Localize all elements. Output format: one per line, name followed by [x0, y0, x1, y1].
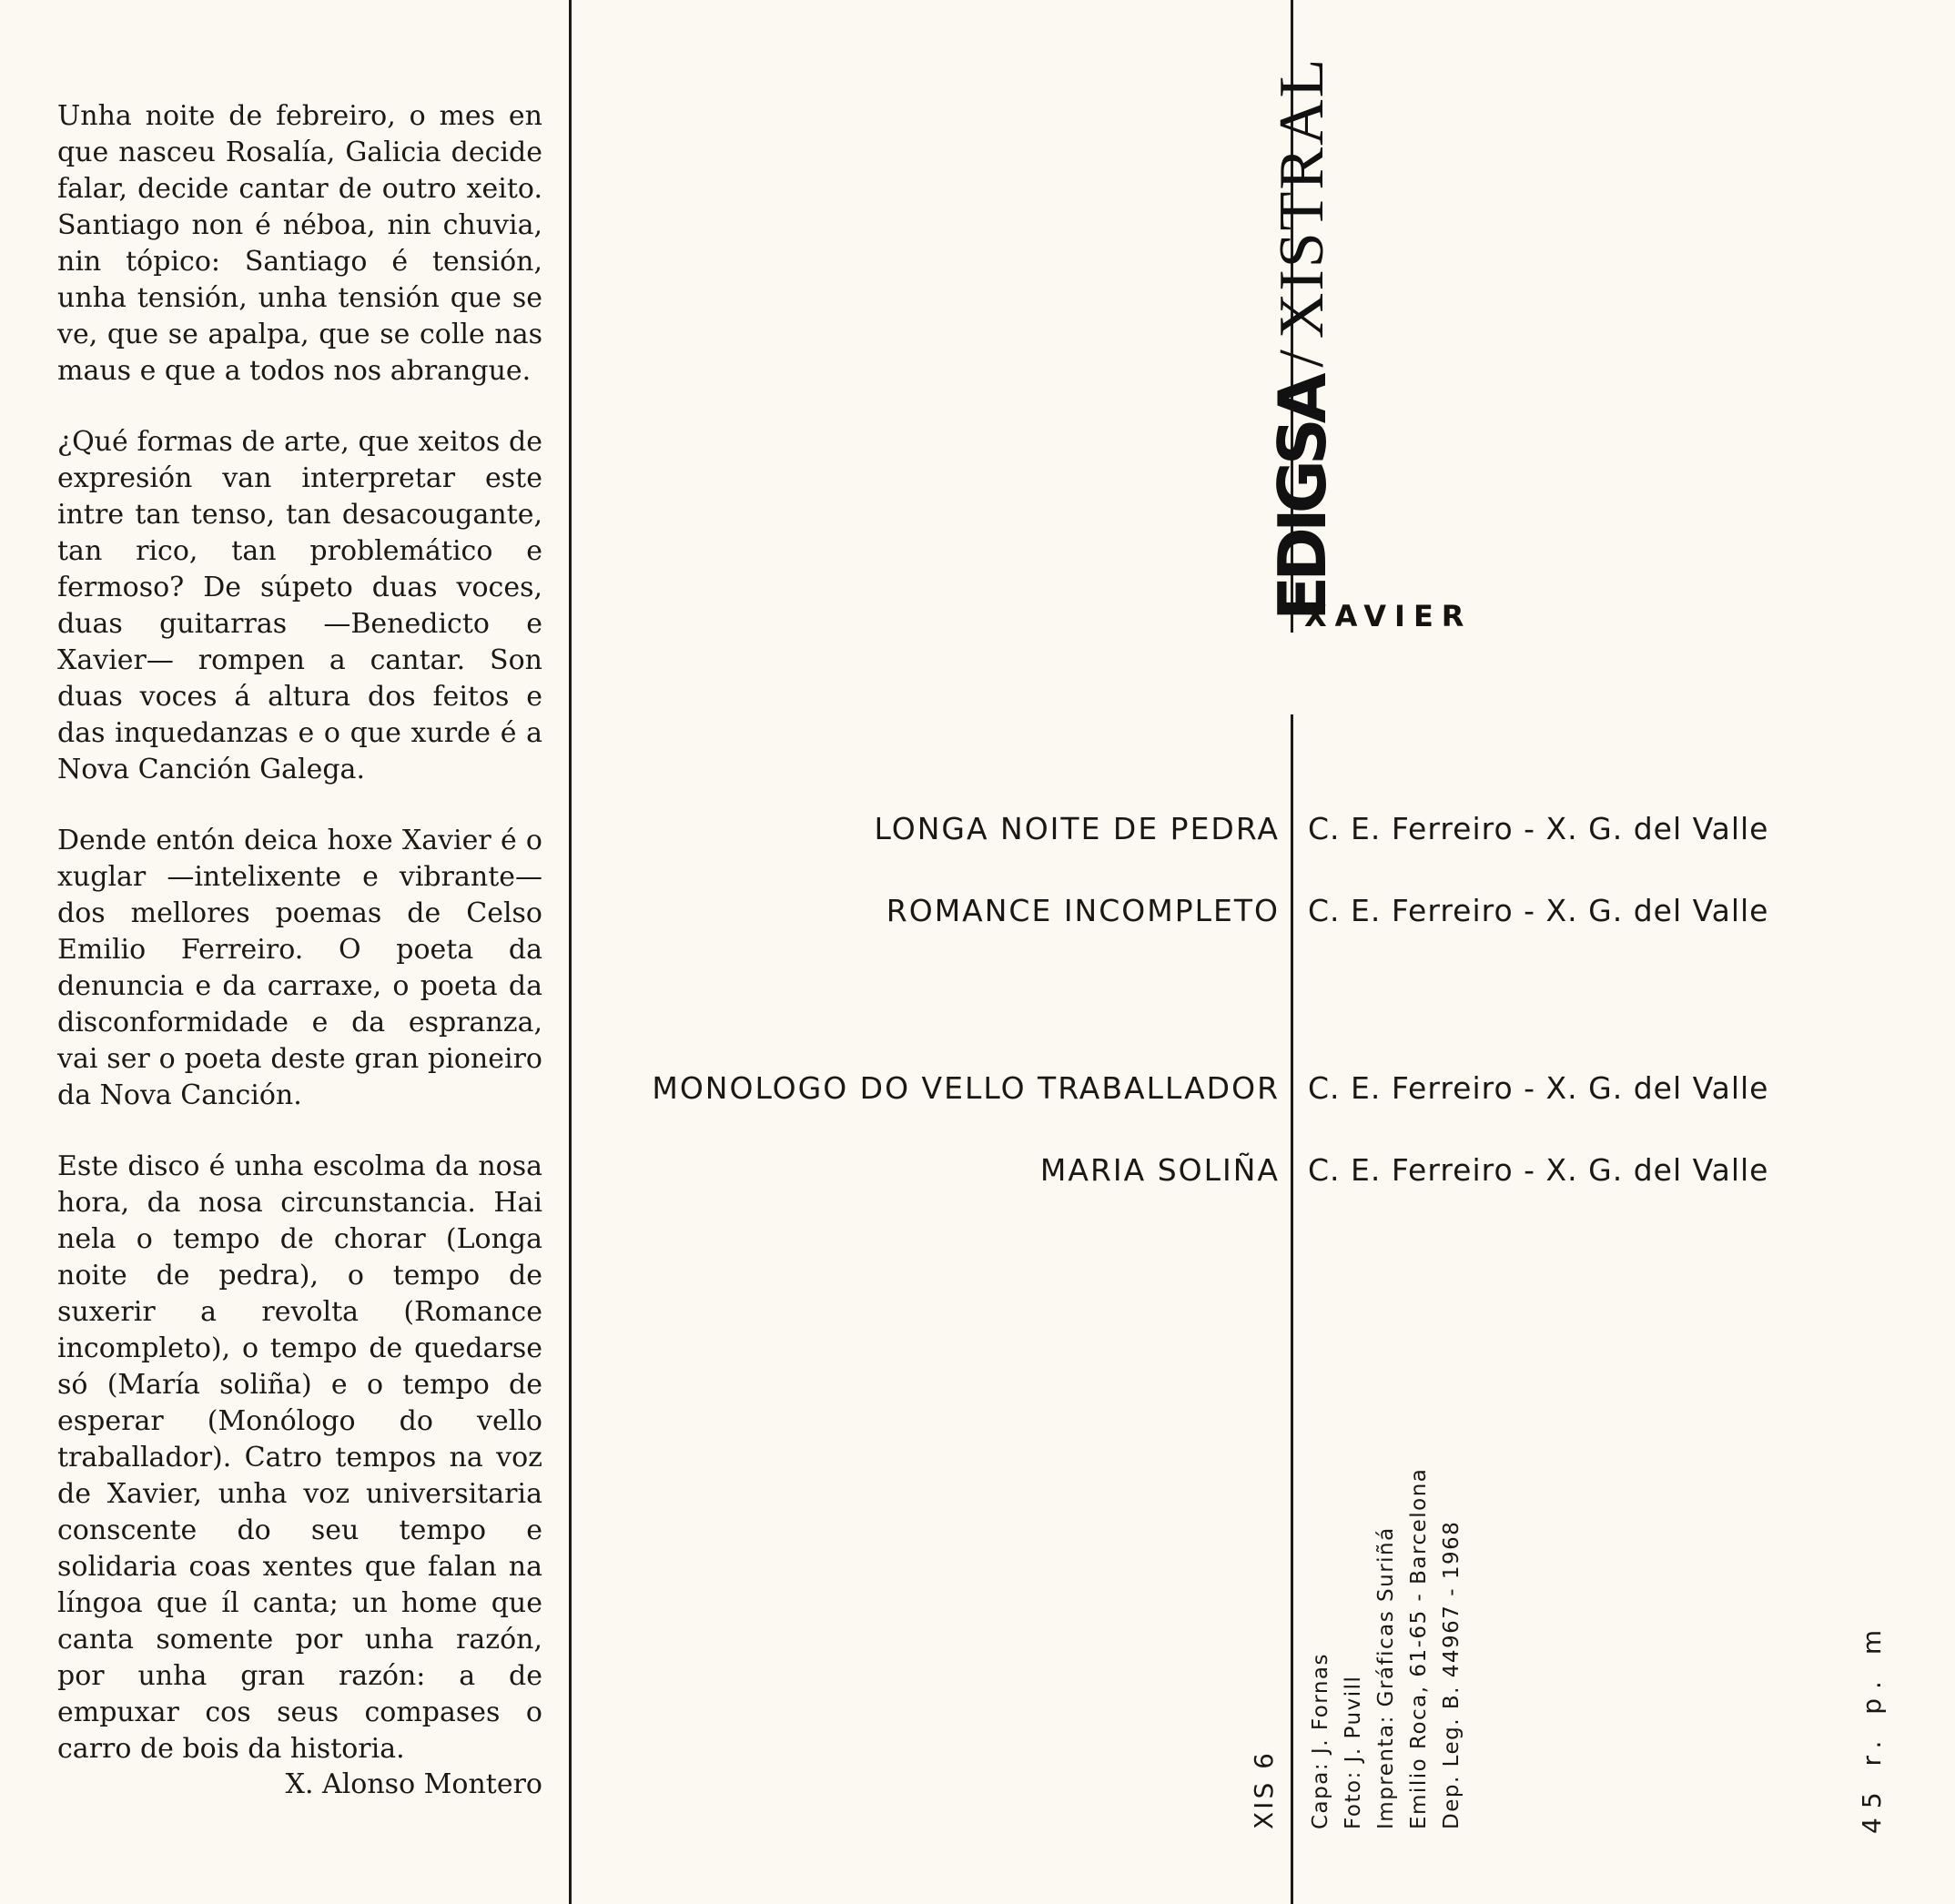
column-divider-left [569, 0, 572, 1904]
credit-line: Foto: J. Puvill [1342, 1675, 1365, 1829]
label-logo [1263, 56, 1341, 621]
credit-line: Emilio Roca, 61-65 - Barcelona [1407, 1467, 1431, 1829]
track-title: ROMANCE INCOMPLETO [886, 893, 1280, 928]
liner-notes-paragraph-4: Este disco é unha escolma da nosa hora, da nosa circunstancia. Hai nela o tempo de chorar (Longa noite de pedra), o tempo de suxerir a revolta (Romance incompleto), o tempo de quedarse só (María soliña) e o tempo de esperar (Monólogo do vello traballador). Catro tempos na voz de Xavier, unha voz universitaria conscente do seu tempo e solidaria coas xentes que falan na língoa que íl canta; un home que canta somente por unha razón, por unha gran razón: a de empuxar cos seus compases o carro de bois da historia. [57, 1150, 542, 1765]
playback-speed: 45 r. p. m [1857, 1620, 1887, 1834]
credit-line: Capa: J. Fornas [1309, 1652, 1332, 1829]
production-credits [1304, 1468, 1468, 1829]
credit-line: Dep. Leg. B. 44967 - 1968 [1440, 1520, 1464, 1829]
liner-notes-paragraph-1: Unha noite de febreiro, o mes en que nasceu Rosalía, Galicia decide falar, decide cantar de outro xeito. Santiago non é néboa, nin chuvia, nin tópico: Santiago é tensión, unha tensión, unha tensión que se ve, que se apalpa, que se colle nas maus e que a todos nos abrangue. [57, 100, 542, 387]
credit-line: Imprenta: Gráficas Suriñá [1374, 1526, 1398, 1829]
track-title: MARIA SOLIÑA [1039, 1152, 1280, 1188]
label-series: XISTRAL [1266, 56, 1337, 339]
catalog-number: XIS 6 [1249, 1750, 1279, 1829]
track-credit: C. E. Ferreiro - X. G. del Valle [1308, 811, 1769, 846]
track-credit: C. E. Ferreiro - X. G. del Valle [1308, 893, 1769, 928]
track-credit: C. E. Ferreiro - X. G. del Valle [1308, 1070, 1769, 1106]
label-separator: / [1266, 349, 1337, 368]
artist-name: XAVIER [1304, 599, 1473, 633]
liner-notes-paragraph-3: Dende entón deica hoxe Xavier é o xuglar —intelixente e vibrante— dos mellores poemas de Celso Emilio Ferreiro. O poeta da denuncia e da carraxe, o poeta da disconformidade e da espranza, vai ser o poeta deste gran pioneiro da Nova Canción. [57, 825, 542, 1111]
track-title: LONGA NOITE DE PEDRA [874, 811, 1280, 846]
liner-notes-author: X. Alonso Montero [285, 1768, 542, 1800]
liner-notes-paragraph-2: ¿Qué formas de arte, que xeitos de expresión van interpretar este intre tan tenso, tan desacougante, tan rico, tan problemático e fermoso? De súpeto duas voces, duas guitarras —Benedicto e Xavier— rompen a cantar. Son duas voces á altura dos feitos e das inquedanzas e o que xurde é a Nova Canción Galega. [57, 426, 542, 785]
label-brand: EDIGSA [1263, 378, 1341, 621]
column-divider-right-lower [1291, 714, 1293, 1904]
track-credit: C. E. Ferreiro - X. G. del Valle [1308, 1152, 1769, 1188]
track-title: MONOLOGO DO VELLO TRABALLADOR [652, 1070, 1280, 1106]
liner-notes [57, 98, 542, 1802]
